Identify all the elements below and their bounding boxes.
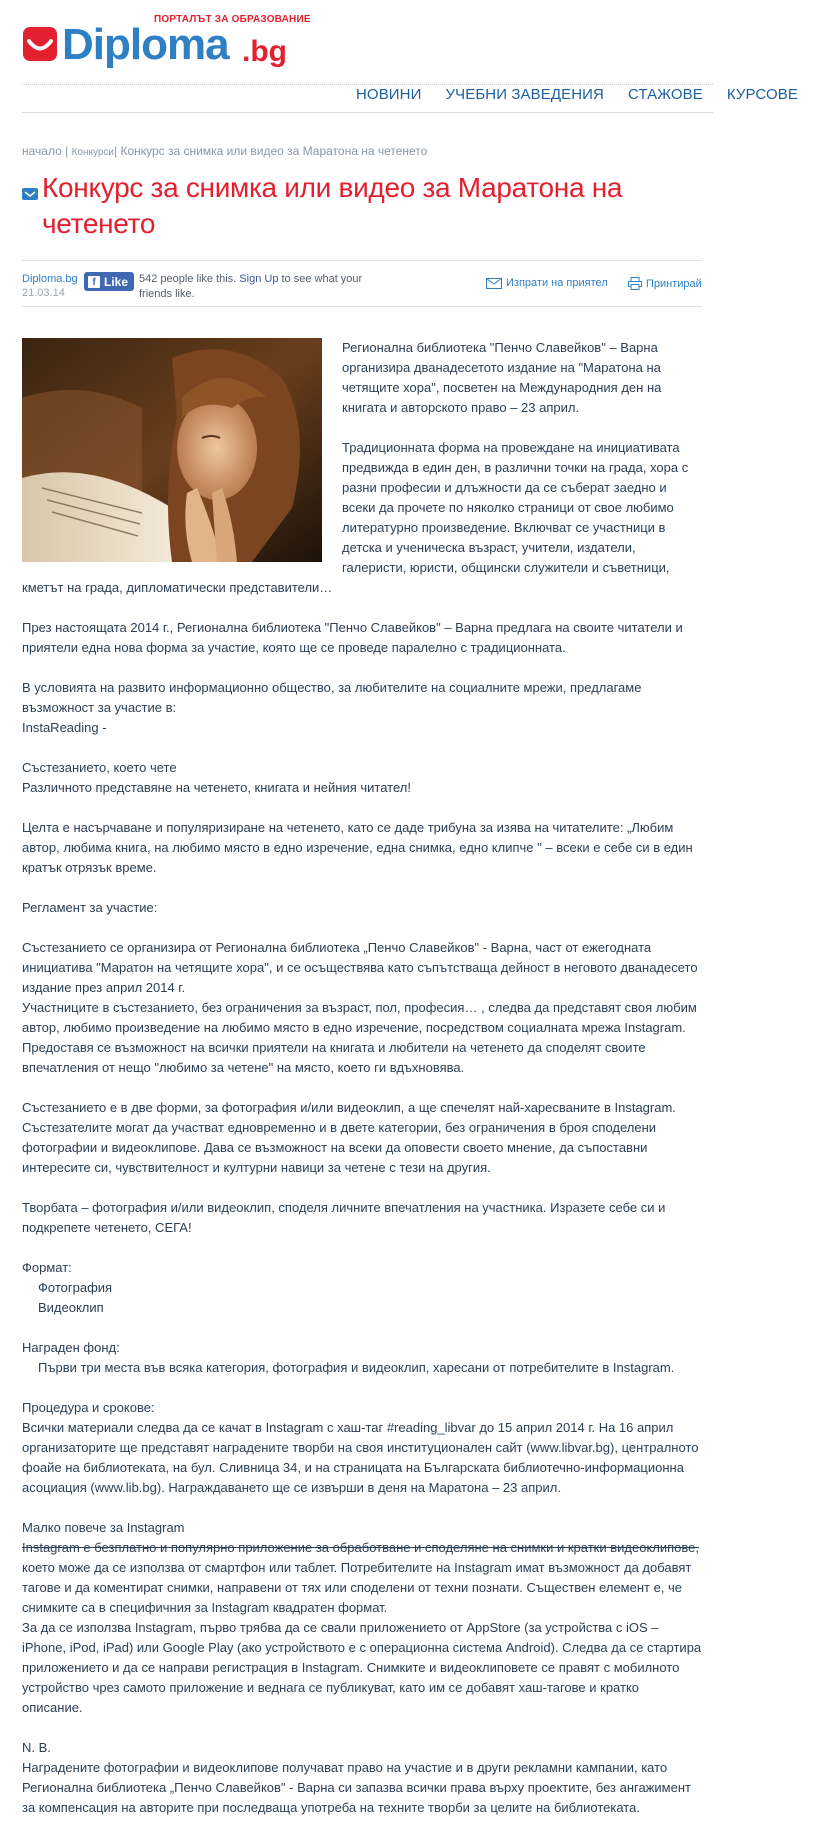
article-photo — [22, 338, 322, 562]
instareading-label: InstaReading - — [22, 720, 107, 735]
instagram-howto: За да се използва Instagram, първо трябва да се свали приложението от AppStore (за устройства с iOS – iPhone, iPod, iPad) или Google Play (ако устройството е с операционна система Android). Следва да се стартира приложението и да се направи регистрация в Instagram. Снимките и видеоклиповете се правят с мобилното устройство чрез самото приложение и веднага се публикуват, като им се добавят хаш-тагове и кратко описание. — [22, 1620, 702, 1715]
paragraph-competition — [22, 758, 703, 798]
breadcrumb-current: Конкурс за снимка или видео за Маратона на четенето — [120, 144, 428, 158]
breadcrumb-separator: | — [114, 144, 121, 158]
printer-icon — [628, 277, 642, 290]
nb-section — [22, 1738, 703, 1818]
divider — [22, 306, 702, 307]
logo-tagline: ПОРТАЛЪТ ЗА ОБРАЗОВАНИЕ — [154, 14, 311, 25]
breadcrumb-section[interactable]: Конкурси — [71, 147, 115, 158]
main-nav — [356, 86, 822, 103]
envelope-icon — [486, 278, 502, 289]
facebook-signup-link[interactable]: Sign Up — [239, 273, 279, 285]
nav-divider — [22, 112, 713, 113]
print-label: Принтирай — [646, 277, 702, 290]
fb-count-text: 542 people like this. — [139, 273, 240, 285]
procedure-text: Всички материали следва да се качат в Instagram с хаш-таг #reading_libvar до 15 април 2014 г. На 16 април организаторите ще представят наградените творби на своя институционален сайт (www.libvar.bg), централното фоайе на библиотеката, на бул. Сливница 34, и на страницата на Българската библиотечно-информационна асоциация (www.lib.bg). Награждаването ще се извърши в деня на Маратона – 23 април. — [22, 1420, 699, 1495]
instagram-tags: което може да се използва от смартфон или таблет. Потребителите на Instagram имат възможност да добавят тагове и да коментират снимки, направени от тях или споделени от техни познати. Съществен елемент е, че снимките са в специфичния за Instagram квадратен формат. — [22, 1560, 692, 1615]
fund-label: Награден фонд: — [22, 1340, 120, 1355]
breadcrumb — [22, 144, 427, 158]
breadcrumb-separator: | — [61, 144, 72, 158]
paragraph-offer — [22, 678, 703, 738]
paragraph-2014: През настоящата 2014 г., Регионална библиотека "Пенчо Славейков" – Варна предлага на своите читатели и приятели една нова форма за участие, която ще се проведе паралелно с традиционната. — [22, 620, 683, 655]
breadcrumb-home[interactable]: начало — [22, 144, 62, 158]
paragraph-rules — [22, 938, 703, 1078]
facebook-like-text — [139, 272, 369, 302]
procedure-label: Процедура и срокове: — [22, 1400, 155, 1415]
facebook-like-label: Like — [104, 274, 129, 289]
nav-schools[interactable]: УЧЕБНИ ЗАВЕДЕНИЯ — [445, 86, 604, 103]
article-title: Конкурс за снимка или видео за Маратона на четенето — [42, 172, 623, 239]
facebook-like-button[interactable] — [84, 272, 134, 291]
instagram-intro: Instagram е безплатно и популярно приложение за обработване и споделяне на снимки и кратки видеоклипове, — [22, 1540, 699, 1555]
article-date: 21.03.14 — [22, 287, 65, 299]
rules-heading: Регламент за участие: — [22, 900, 158, 915]
rules-opportunity: Предоставя се възможност на всички приятели на книгата и любители на четенето да споделят своите впечатления от нещо "любимо за четене" на място, което ги вдъхновява. — [22, 1040, 646, 1075]
logo-word: Diploma — [62, 20, 229, 69]
paragraph-tradition: Традиционната форма на провеждане на инициативата предвижда в един ден, в различни точки на града, хора с разни професии и длъжности да се съберат заедно и всеки да прочете по няколко страници от свое любимо литературно произведение. Включват се участници в детска и ученическа възраст, учители, издатели, галеристи, юристи, общински служители и съветници, кметът на града, дипломатически представители… — [22, 440, 689, 595]
paragraph-work: Творбата – фотография и/или видеоклип, споделя личните впечатления на участника. Изразете себе си и подкрепете четенето, СЕГА! — [22, 1200, 666, 1235]
paragraph-intro: Регионална библиотека "Пенчо Славейков" – Варна организира дванадесетото издание на "Маратона на четящите хора", посветен на Международния ден на книгата и авторското право – 23 април. — [342, 340, 662, 415]
site-header — [0, 0, 799, 118]
format-label: Формат: — [22, 1260, 72, 1275]
logo-icon — [22, 26, 58, 62]
article-source[interactable]: Diploma.bg — [22, 273, 78, 285]
send-to-friend-label: Изпрати на приятел — [506, 277, 608, 289]
nav-internships[interactable]: СТАЖОВЕ — [627, 86, 703, 103]
competition-tagline: Различното представяне на четенето, книгата и нейния читател! — [22, 780, 411, 795]
fund-section — [22, 1338, 703, 1378]
instagram-label: Малко повече за Instagram — [22, 1520, 185, 1535]
article-body — [22, 338, 703, 1838]
paragraph-forms: Състезанието е в две форми, за фотография и/или видеоклип, а ще спечелят най-харесваните в Instagram. Състезателите могат да участват едновременно и в двете категории, без ограничения в броя споделени фотографии и видеоклипове. Дава се възможност на всеки да оповести своето мнение, да съпоставни интересите си, чувствителност и културни навици за четене с тези на другия. — [22, 1100, 676, 1175]
instagram-section — [22, 1518, 703, 1718]
site-logo[interactable] — [22, 12, 311, 69]
divider — [22, 260, 702, 261]
header-divider — [22, 84, 713, 85]
fb-tail-text: to see what your friends like. — [139, 273, 363, 300]
print-link[interactable] — [628, 277, 702, 290]
nav-courses[interactable]: КУРСОВЕ — [726, 86, 799, 103]
format-item: Фотография — [38, 1280, 113, 1295]
rules-organizer: Състезанието се организира от Регионална библиотека „Пенчо Славейков" - Варна, част от ежегодната инициатива "Маратон на четящите хора", и се осъществява като съпътстваща дейност в неговото дванадесето издание през април 2014 г. — [22, 940, 698, 995]
rules-participants: Участниците в състезанието, без ограничения за възраст, пол, професия… , следва да представят своя любим автор, любимо произведение на любимо място в едно изречение, посредством социалната мрежа Instagram. — [22, 1000, 697, 1035]
facebook-icon: f — [88, 276, 100, 288]
logo-tld: .bg — [242, 35, 287, 68]
procedure-section — [22, 1398, 703, 1498]
fund-text: Първи три места във всяка категория, фотография и видеоклип, харесани от потребителите в Instagram. — [38, 1360, 675, 1375]
paragraph-goal: Целта е насърчаване и популяризиране на четенето, като се даде трибуна за изява на читателите: „Любим автор, любима книга, на любимо място в едно изречение, една снимка, едно клипче " – всеки е себе си в един кратък отрязък време. — [22, 820, 693, 875]
format-section — [22, 1258, 703, 1318]
offer-text: В условията на развито информационно общество, за любителите на социалните мрежи, предлагаме възможност за участие в: — [22, 680, 642, 715]
nb-text: Наградените фотографии и видеоклипове получават право на участие и в други рекламни кампании, като Регионална библиотека „Пенчо Славейков" - Варна си запазва всички права върху проектите, без ангажимент за компенсация на авторите при последваща употреба на техните творби за целите на библиотеката. — [22, 1760, 691, 1815]
format-item: Видеоклип — [38, 1300, 104, 1315]
nb-label: N. B. — [22, 1740, 51, 1755]
nav-news[interactable]: НОВИНИ — [356, 86, 422, 103]
send-to-friend-link[interactable] — [486, 277, 608, 289]
competition-heading: Състезанието, което чете — [22, 760, 177, 775]
article-bullet-icon — [22, 188, 38, 200]
